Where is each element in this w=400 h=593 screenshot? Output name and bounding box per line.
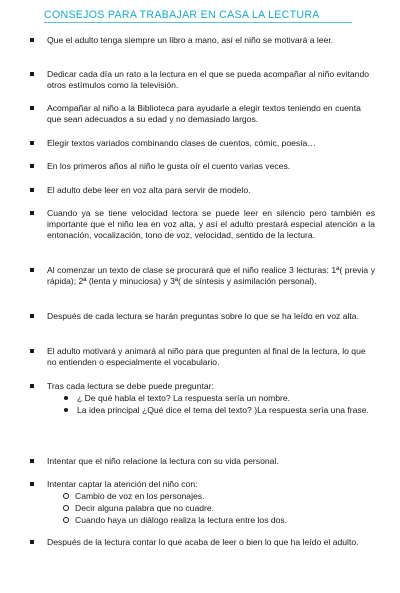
square-bullet-icon <box>30 384 34 388</box>
title-underline <box>44 22 352 23</box>
square-bullet-icon <box>30 459 34 463</box>
list-item-text: Tras cada lectura se debe puede preguntar: <box>47 381 214 391</box>
square-bullet-icon <box>30 540 34 544</box>
list-item-text: Cuando ya se tiene velocidad lectora se puede leer en silencio pero también es importante que el niño lea en voz alta, y así el adulto prestará especial atención a la entonación, vocalización, tono de voz, velocidad, sentido de la lectura. <box>47 208 375 240</box>
square-bullet-icon <box>30 141 34 145</box>
sub-list-item <box>47 405 375 416</box>
document-title: CONSEJOS PARA TRABAJAR EN CASA LA LECTURA <box>44 9 320 21</box>
list-item <box>47 208 375 241</box>
square-bullet-icon <box>30 349 34 353</box>
list-item-text: Al comenzar un texto de clase se procurará que el niño realice 3 lecturas: 1ª( previa y rápida); 2ª (lenta y minuciosa) y 3ª( de síntesis y asimilación personal). <box>47 265 375 286</box>
square-bullet-icon <box>30 188 34 192</box>
sub-list-item-text: ¿ De qué habla el texto? La respuesta sería un nombre. <box>77 392 291 403</box>
list-item <box>47 311 375 322</box>
list-item-text: Intentar captar la atención del niño con: <box>47 479 198 489</box>
list-item <box>47 346 375 368</box>
round-bullet-icon <box>64 396 68 400</box>
sub-list-item <box>47 491 375 502</box>
list-item-text: El adulto motivará y animará al niño para que pregunten al final de la lectura, lo que no entienden o especialmente el vocabulario. <box>47 346 366 367</box>
square-bullet-icon <box>30 164 34 168</box>
list-item <box>47 185 375 196</box>
list-item-text: Después de la lectura contar lo que acaba de leer o bien lo que ha leído el adulto. <box>47 537 359 547</box>
list-item-text: Dedicar cada día un rato a la lectura en el que se pueda acompañar al niño evitando otros estímulos como la televisión. <box>47 69 370 90</box>
list-item <box>47 138 375 149</box>
list-item <box>47 103 375 125</box>
list-item-text: El adulto debe leer en voz alta para servir de modelo. <box>47 185 251 195</box>
sub-list-item <box>47 393 375 404</box>
list-item <box>47 35 375 46</box>
circle-bullet-icon <box>63 505 69 511</box>
square-bullet-icon <box>30 268 34 272</box>
square-bullet-icon <box>30 106 34 110</box>
round-bullet-icon <box>64 408 68 412</box>
list-item-text: Elegir textos variados combinando clases de cuentos, cómic, poesía… <box>47 138 316 148</box>
list-item <box>47 161 375 172</box>
list-item-text: Después de cada lectura se harán preguntas sobre lo que se ha leído en voz alta. <box>47 311 359 321</box>
sub-list-item-text: Decir alguna palabra que no cuadre. <box>75 502 215 513</box>
square-bullet-icon <box>30 211 34 215</box>
circle-bullet-icon <box>63 493 69 499</box>
sub-list-item <box>47 503 375 514</box>
circle-bullet-icon <box>63 517 69 523</box>
sub-list-item-text: La idea principal ¿Qué dice el tema del texto? )La respuesta sería una frase. <box>77 404 369 415</box>
list-item <box>47 479 375 526</box>
list-item-text: En los primeros años al niño le gusta oír el cuento varias veces. <box>47 161 291 171</box>
list-item <box>47 456 375 467</box>
list-item <box>47 69 375 91</box>
square-bullet-icon <box>30 482 34 486</box>
list-item-text: Intentar que el niño relacione la lectura con su vida personal. <box>47 456 279 466</box>
sub-list-item-text: Cuando haya un diálogo realiza la lectura entre los dos. <box>75 514 288 525</box>
list-item <box>47 265 375 287</box>
list-item-text: Que el adulto tenga siempre un libro a mano, así el niño se motivará a leer. <box>47 35 334 45</box>
square-bullet-icon <box>30 314 34 318</box>
square-bullet-icon <box>30 38 34 42</box>
sub-list-item <box>47 515 375 526</box>
square-bullet-icon <box>30 72 34 76</box>
list-item-text: Acompañar al niño a la Biblioteca para ayudarle a elegir textos teniendo en cuenta que sean adecuados a su edad y no demasiado largos. <box>47 103 361 124</box>
sub-list-item-text: Cambio de voz en los personajes. <box>75 490 205 501</box>
list-item <box>47 381 375 416</box>
list-item <box>47 537 375 548</box>
